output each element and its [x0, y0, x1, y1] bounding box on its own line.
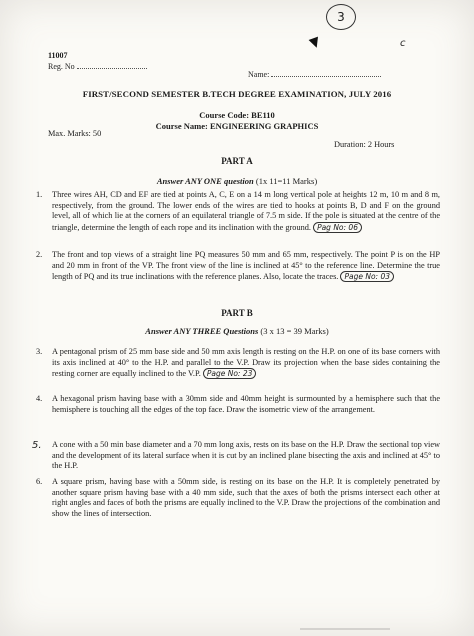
handwritten-note: Page No: 03 [340, 271, 394, 282]
page-number-mark: 3 [326, 4, 356, 30]
pen-mark [309, 37, 322, 50]
course-name: Course Name: ENGINEERING GRAPHICS [155, 121, 319, 131]
question-3: A pentagonal prism of 25 mm base side and 50 mm axis length is resting on the H.P. on one of its base corners with its axis inclined at 40° to the H.P. and parallel to the V.P. Draw its projection when the base sides containing the resting corner are equally inclined to the V.P. Page No: 23 [52, 347, 440, 379]
name-field: Name: [248, 70, 381, 79]
question-number: 4. [36, 394, 43, 403]
part-a-instruction: Answer ANY ONE question (1x 11=11 Marks) [156, 176, 318, 186]
part-a-title: PART A [221, 156, 253, 166]
duration: Duration: 2 Hours [334, 140, 395, 149]
reg-no-field: Reg. No [48, 62, 147, 71]
max-marks: Max. Marks: 50 [48, 129, 102, 138]
question-5: A cone with a 50 min base diameter and a 70 mm long axis, rests on its base on the H.P. Draw the sectional top view and the development of its lateral surface when it is cut by an inclined plane bisecting the axis and inclined at 45° to the H.P. [52, 440, 440, 471]
exam-title: FIRST/SECOND SEMESTER B.TECH DEGREE EXAMINATION, JULY 2016 [82, 89, 392, 99]
question-1: Three wires AH, CD and EF are tied at points A, C, E on a 14 m long vertical pole at heights 12 m, 10 m and 8 m, respectively, from the ground. The lower ends of the wires are tied to hooks at points B, D and F on the ground level, all of which lie at the corners of an equilateral triangle of 7.5 m side. If the pole is situated at the centre of the triangle, determine the length of each rope and its inclination with the ground. Pag No: 06 [52, 190, 440, 232]
question-4: A hexagonal prism having base with a 30mm side and 40mm height is surmounted by a hemisphere such that the hemisphere is touching all the edges of the top face. Draw the isometric view of the arrangement. [52, 394, 440, 414]
question-number: 1. [36, 190, 43, 199]
question-6: A square prism, having base with a 50mm side, is resting on its base on the H.P. It is completely penetrated by another square prism having base with a 40 mm side, such that the axes of both the prisms intersect each other at right angles and faces of both the prisms are equally inclined to the V.P. Draw the projections of the combination and show the lines of intersection. [52, 477, 440, 518]
question-2: The front and top views of a straight line PQ measures 50 mm and 65 mm, respectively. The point P is on the HP and 20 mm in front of the VP. The front view of the line is inclined at 45° to the reference line. Determine the true length of PQ and its true inclinations with the reference planes. Also, locate the traces. Page No: 03 [52, 250, 440, 282]
corner-mark: c [400, 38, 406, 49]
handwritten-note: Pag No: 06 [313, 222, 362, 233]
handwritten-note: Page No: 23 [203, 368, 257, 379]
part-b-instruction: Answer ANY THREE Questions (3 x 13 = 39 Marks) [145, 326, 329, 336]
bleed-through-mark [300, 628, 390, 630]
question-number: 3. [36, 347, 43, 356]
course-code: Course Code: BE110 [199, 110, 275, 120]
question-number: 2. [36, 250, 43, 259]
question-number: 5. [32, 440, 42, 451]
paper-code: 11007 [48, 51, 68, 60]
question-number: 6. [36, 477, 43, 486]
part-b-title: PART B [221, 308, 253, 318]
